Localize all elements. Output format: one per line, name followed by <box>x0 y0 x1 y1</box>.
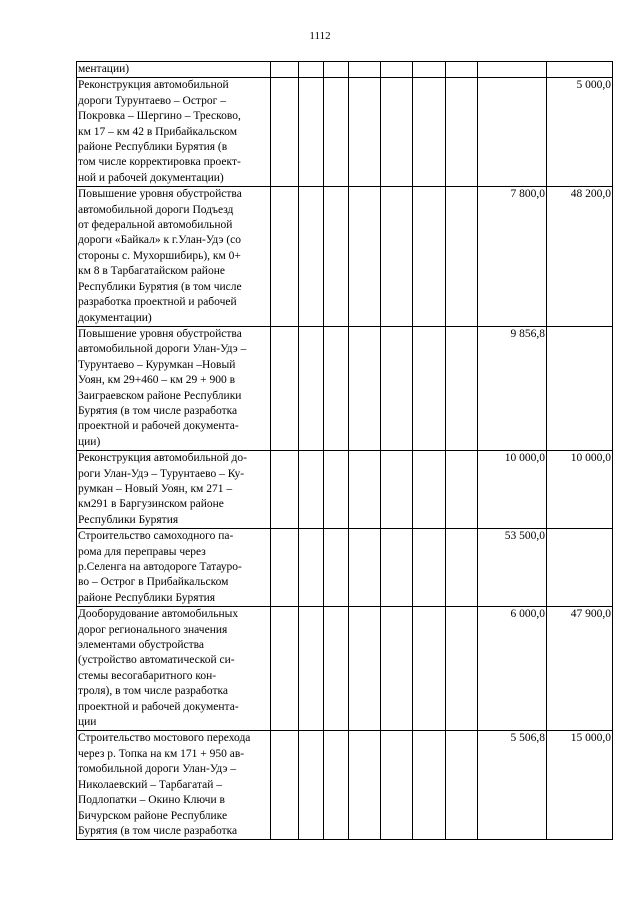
empty-cell <box>299 451 324 529</box>
empty-cell <box>381 529 413 607</box>
amount-cell-a: 53 500,0 <box>478 529 547 607</box>
empty-cell <box>446 326 478 450</box>
table-body <box>77 62 613 840</box>
amount-cell-b <box>547 529 613 607</box>
amount-cell-b <box>547 326 613 450</box>
table-row <box>77 529 613 607</box>
empty-cell <box>299 187 324 327</box>
empty-cell <box>324 607 349 731</box>
row-description: Строительство мостового перехода через р. Топка на км 171 + 950 ав- томобильной дороги Улан-Удэ – Николаевский – Тарбагатай – Подлопатки – Окино Ключи в Бичурском районе Республике Бурятия (в том числе разработка <box>77 731 271 840</box>
amount-cell-a: 7 800,0 <box>478 187 547 327</box>
amount-cell-b: 5 000,0 <box>547 78 613 187</box>
empty-cell <box>446 607 478 731</box>
empty-cell <box>324 529 349 607</box>
amount-cell-a <box>478 62 547 78</box>
amount-cell-a: 10 000,0 <box>478 451 547 529</box>
empty-cell <box>271 529 299 607</box>
empty-cell <box>324 731 349 840</box>
empty-cell <box>413 451 446 529</box>
table-row <box>77 78 613 187</box>
empty-cell <box>413 187 446 327</box>
amount-cell-b: 48 200,0 <box>547 187 613 327</box>
empty-cell <box>381 731 413 840</box>
empty-cell <box>324 326 349 450</box>
table-row <box>77 731 613 840</box>
row-description: Реконструкция автомобильной дороги Турунтаево – Острог – Покровка – Шергино – Тресково, км 17 – км 42 в Прибайкальском районе Республики Бурятия (в том числе корректировка проект- ной и рабочей документации) <box>77 78 271 187</box>
empty-cell <box>446 187 478 327</box>
empty-cell <box>413 731 446 840</box>
empty-cell <box>413 62 446 78</box>
empty-cell <box>299 731 324 840</box>
row-description: Дооборудование автомобильных дорог регионального значения элементами обустройства (устройство автоматической си- стемы весогабаритного кон- троля), в том числе разработка проектной и рабочей документа- ции <box>77 607 271 731</box>
empty-cell <box>271 731 299 840</box>
empty-cell <box>413 607 446 731</box>
empty-cell <box>381 451 413 529</box>
empty-cell <box>271 326 299 450</box>
empty-cell <box>271 78 299 187</box>
empty-cell <box>299 607 324 731</box>
amount-cell-a <box>478 78 547 187</box>
empty-cell <box>349 529 381 607</box>
row-description: Повышение уровня обустройства автомобильной дороги Подъезд от федеральной автомобильной дороги «Байкал» к г.Улан-Удэ (со стороны с. Мухоршибирь), км 0+ км 8 в Тарбагатайском районе Республики Бурятия (в том числе разработка проектной и рабочей документации) <box>77 187 271 327</box>
empty-cell <box>324 62 349 78</box>
budget-table <box>76 61 613 840</box>
empty-cell <box>299 326 324 450</box>
row-description: Реконструкция автомобильной до- роги Улан-Удэ – Турунтаево – Ку- румкан – Новый Уоян, км 271 – км291 в Баргузинском районе Республики Бурятия <box>77 451 271 529</box>
table-row <box>77 62 613 78</box>
empty-cell <box>349 326 381 450</box>
empty-cell <box>271 607 299 731</box>
empty-cell <box>349 187 381 327</box>
empty-cell <box>349 451 381 529</box>
empty-cell <box>446 62 478 78</box>
empty-cell <box>349 607 381 731</box>
empty-cell <box>349 78 381 187</box>
empty-cell <box>349 731 381 840</box>
table-row <box>77 607 613 731</box>
empty-cell <box>324 187 349 327</box>
amount-cell-a: 9 856,8 <box>478 326 547 450</box>
empty-cell <box>413 326 446 450</box>
empty-cell <box>413 529 446 607</box>
empty-cell <box>299 78 324 187</box>
empty-cell <box>446 451 478 529</box>
empty-cell <box>324 78 349 187</box>
empty-cell <box>299 529 324 607</box>
empty-cell <box>349 62 381 78</box>
empty-cell <box>413 78 446 187</box>
empty-cell <box>446 529 478 607</box>
row-description: Строительство самоходного па- рома для переправы через р.Селенга на автодороге Татауро- во – Острог в Прибайкальском районе Республики Бурятия <box>77 529 271 607</box>
amount-cell-b <box>547 62 613 78</box>
amount-cell-b: 10 000,0 <box>547 451 613 529</box>
amount-cell-a: 5 506,8 <box>478 731 547 840</box>
empty-cell <box>299 62 324 78</box>
row-description: ментации) <box>77 62 271 78</box>
empty-cell <box>446 78 478 187</box>
empty-cell <box>446 731 478 840</box>
empty-cell <box>381 62 413 78</box>
table-row <box>77 451 613 529</box>
empty-cell <box>381 187 413 327</box>
empty-cell <box>381 326 413 450</box>
empty-cell <box>324 451 349 529</box>
empty-cell <box>381 78 413 187</box>
empty-cell <box>271 187 299 327</box>
amount-cell-b: 47 900,0 <box>547 607 613 731</box>
amount-cell-a: 6 000,0 <box>478 607 547 731</box>
empty-cell <box>271 451 299 529</box>
table-row <box>77 187 613 327</box>
table-row <box>77 326 613 450</box>
empty-cell <box>271 62 299 78</box>
page-number: 1112 <box>309 30 331 42</box>
row-description: Повышение уровня обустройства автомобильной дороги Улан-Удэ – Турунтаево – Курумкан –Новый Уоян, км 29+460 – км 29 + 900 в Заиграевском районе Республики Бурятия (в том числе разработка проектной и рабочей документа- ции) <box>77 326 271 450</box>
amount-cell-b: 15 000,0 <box>547 731 613 840</box>
empty-cell <box>381 607 413 731</box>
